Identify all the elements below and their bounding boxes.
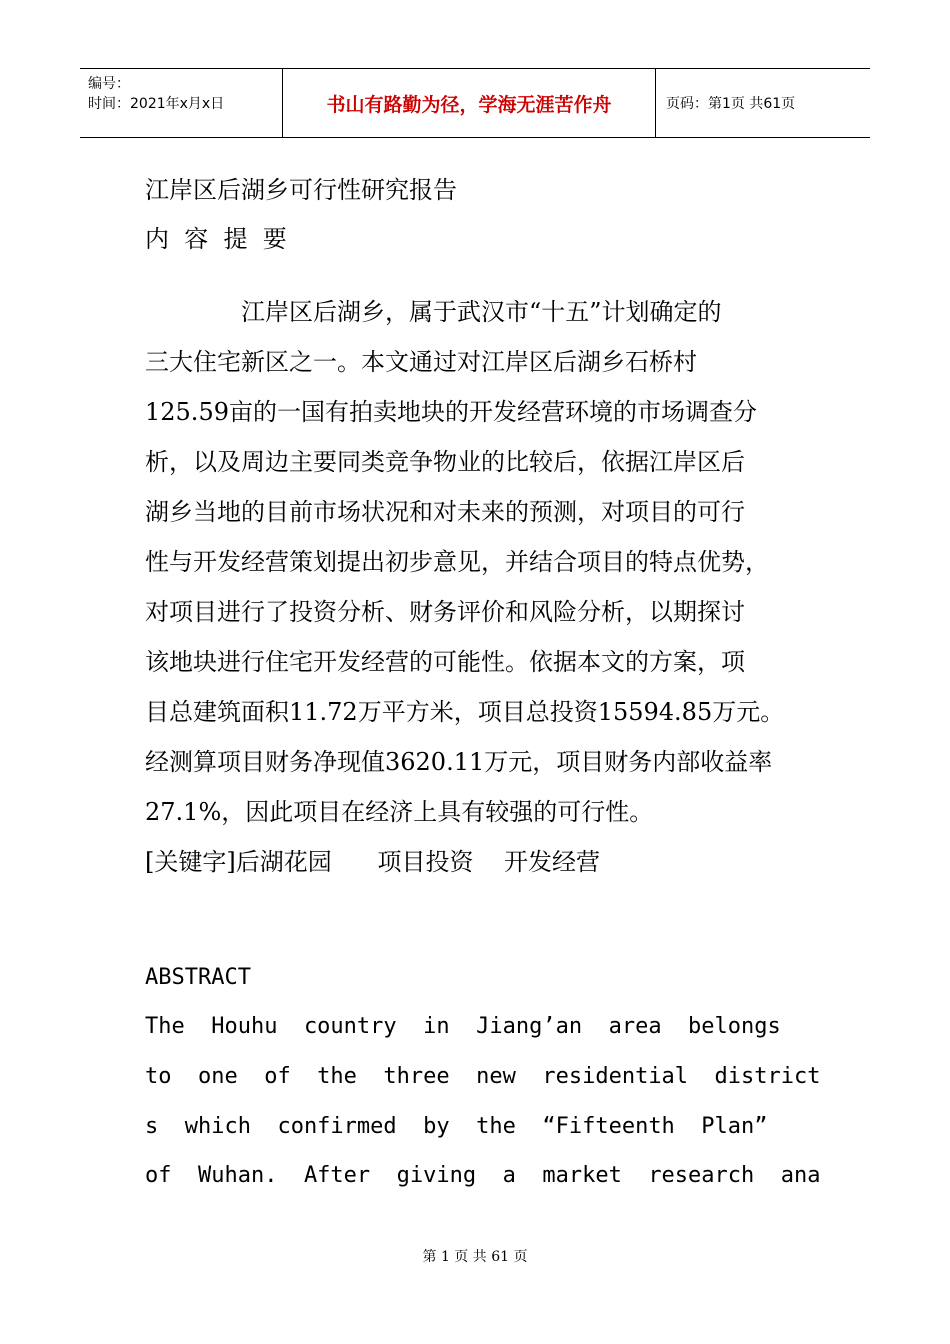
body-line: 三大住宅新区之一。本文通过对江岸区后湖乡石桥村 — [145, 348, 697, 376]
summary-heading: 内 容 提 要 — [145, 225, 287, 253]
body-line: 对项目进行了投资分析、财务评价和风险分析，以期探讨 — [145, 598, 745, 626]
page-header — [80, 68, 870, 138]
body-line: 该地块进行住宅开发经营的可能性。依据本文的方案，项 — [145, 648, 745, 676]
body-line: 目总建筑面积11.72万平方米，项目总投资15594.85万元。 — [145, 698, 785, 726]
abstract-line: of Wuhan. After giving a market research ana — [145, 1163, 821, 1188]
abstract-line: s which confirmed by the “Fifteenth Plan” — [145, 1114, 768, 1139]
body-line: 性与开发经营策划提出初步意见，并结合项目的特点优势， — [145, 548, 769, 576]
keywords-line: [关键字]后湖花园 项目投资 开发经营 — [145, 848, 601, 876]
document-title: 江岸区后湖乡可行性研究报告 — [145, 176, 457, 204]
document-time-label: 时间：2021年x月x日 — [88, 96, 225, 112]
document-number-label: 编号： — [88, 76, 130, 92]
header-page-info: 页码：第1页 共61页 — [666, 96, 796, 112]
body-line: 湖乡当地的目前市场状况和对未来的预测，对项目的可行 — [145, 498, 745, 526]
page-footer: 第 1 页 共 61 页 — [422, 1249, 528, 1265]
body-line: 125.59亩的一国有拍卖地块的开发经营环境的市场调查分 — [145, 398, 757, 426]
body-line: 江岸区后湖乡，属于武汉市“十五”计划确定的 — [241, 298, 722, 326]
abstract-heading: ABSTRACT — [145, 965, 251, 990]
body-line: 经测算项目财务净现值3620.11万元，项目财务内部收益率 — [145, 748, 773, 776]
header-motto: 书山有路勤为径，学海无涯苦作舟 — [282, 69, 656, 137]
header-meta — [80, 69, 282, 137]
body-line: 27.1%，因此项目在经济上具有较强的可行性。 — [145, 798, 654, 826]
abstract-line: to one of the three new residential district — [145, 1064, 821, 1089]
abstract-line: The Houhu country in Jiang’an area belongs — [145, 1014, 781, 1039]
body-line: 析，以及周边主要同类竞争物业的比较后，依据江岸区后 — [145, 448, 745, 476]
